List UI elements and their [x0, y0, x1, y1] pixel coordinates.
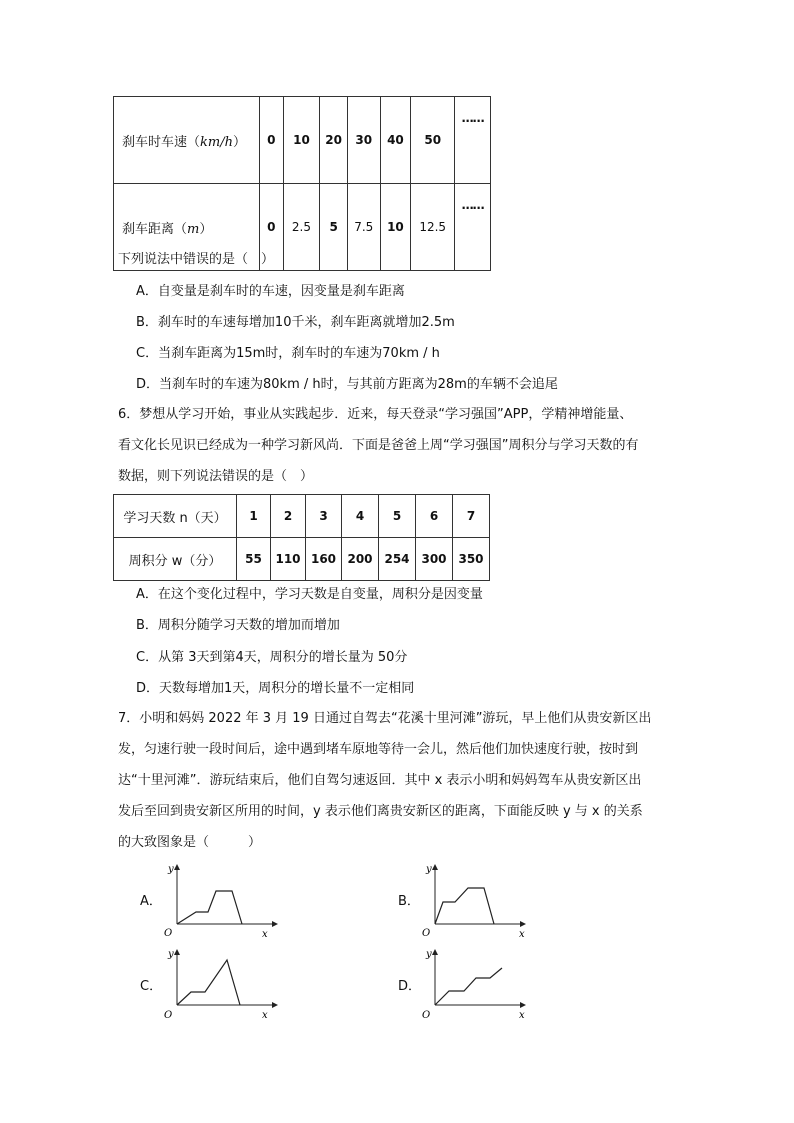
table-cell: 0	[260, 184, 283, 271]
x-label: x	[262, 929, 268, 940]
graph-c-label: C．	[140, 979, 163, 994]
braking-table	[113, 96, 491, 271]
table-cell: 30	[347, 97, 380, 184]
question-6-line: 数据，则下列说法错误的是（ ）	[118, 469, 314, 484]
table-cell: ……	[455, 184, 491, 271]
question-7-line: 的大致图象是（ ）	[118, 835, 262, 850]
graph-b	[418, 860, 538, 940]
table-cell: 12.5	[411, 184, 455, 271]
table-row	[114, 97, 491, 184]
y-axis-arrow-icon	[432, 949, 438, 955]
graph-line	[177, 960, 240, 1005]
question-5-prompt: 下列说法中错误的是（ ）	[118, 252, 275, 267]
graph-d	[418, 945, 538, 1025]
graph-b-label: B．	[398, 894, 420, 909]
table-cell: 254	[379, 538, 416, 581]
table-cell: 200	[342, 538, 379, 581]
question-7-line: 发，匀速行驶一段时间后，途中遇到堵车原地等待一会儿，然后他们加快速度行驶，按时到	[118, 742, 639, 757]
table-cell: 5	[320, 184, 348, 271]
graph-c	[160, 945, 280, 1025]
x-axis-arrow-icon	[520, 921, 526, 927]
option-d: D．当刹车时的车速为80km / h时，与其前方距离为28m的车辆不会追尾	[136, 377, 558, 392]
graph-line	[435, 968, 502, 1005]
table-cell: ……	[455, 97, 491, 184]
graph-d-label: D．	[398, 979, 422, 994]
option-a: A．自变量是刹车时的车速，因变量是刹车距离	[136, 284, 405, 299]
table-cell: 20	[320, 97, 348, 184]
table-cell: 55	[237, 538, 271, 581]
question-7-line: 发后至回到贵安新区所用的时间，y 表示他们离贵安新区的距离，下面能反映 y 与 x 的关系	[118, 804, 643, 819]
graph-a-label: A．	[140, 894, 162, 909]
row-header: 学习天数 n（天）	[114, 495, 237, 538]
question-7-line: 达“十里河滩”．游玩结束后，他们自驾匀速返回．其中 x 表示小明和妈妈驾车从贵安新区出	[118, 773, 642, 788]
option-c: C．当刹车距离为15m时，刹车时的车速为70km / h	[136, 346, 440, 361]
origin-label: O	[422, 928, 431, 939]
y-label: y	[426, 864, 432, 875]
graph-line	[435, 888, 494, 924]
study-points-table	[113, 494, 490, 581]
table-row	[114, 538, 490, 581]
table-cell: 5	[379, 495, 416, 538]
x-axis-arrow-icon	[272, 921, 278, 927]
table-cell: 4	[342, 495, 379, 538]
table-cell: 2.5	[283, 184, 320, 271]
option-c: C．从第 3天到第4天，周积分的增长量为 50分	[136, 650, 408, 665]
table-cell: 2	[271, 495, 306, 538]
graph-line	[177, 891, 242, 924]
table-cell: 3	[306, 495, 342, 538]
table-cell: 10	[283, 97, 320, 184]
row-header: 周积分 w（分）	[114, 538, 237, 581]
origin-label: O	[164, 928, 173, 939]
y-label: y	[168, 949, 174, 960]
question-7-line: 7．小明和妈妈 2022 年 3 月 19 日通过自驾去“花溪十里河滩”游玩，早上他们从贵安新区出	[118, 711, 652, 726]
option-b: B．周积分随学习天数的增加而增加	[136, 618, 340, 633]
row-header: 刹车时车速（km/h）	[114, 97, 260, 184]
option-a: A．在这个变化过程中，学习天数是自变量，周积分是因变量	[136, 587, 483, 602]
row-header: 刹车距离（m）	[114, 184, 260, 271]
y-axis-arrow-icon	[432, 864, 438, 870]
table-cell: 1	[237, 495, 271, 538]
y-label: y	[426, 949, 432, 960]
question-6-line: 看文化长见识已经成为一种学习新风尚．下面是爸爸上周“学习强国”周积分与学习天数的有	[118, 438, 639, 453]
x-label: x	[519, 929, 525, 940]
option-b: B．刹车时的车速每增加10千米，刹车距离就增加2.5m	[136, 315, 455, 330]
x-label: x	[262, 1010, 268, 1021]
y-axis-arrow-icon	[174, 949, 180, 955]
table-cell: 300	[416, 538, 453, 581]
table-cell: 10	[380, 184, 411, 271]
table-cell: 160	[306, 538, 342, 581]
x-axis-arrow-icon	[520, 1002, 526, 1008]
origin-label: O	[164, 1010, 173, 1021]
table-cell: 110	[271, 538, 306, 581]
y-axis-arrow-icon	[174, 864, 180, 870]
x-axis-arrow-icon	[272, 1002, 278, 1008]
x-label: x	[519, 1010, 525, 1021]
table-cell: 7	[453, 495, 490, 538]
graph-a	[160, 860, 280, 940]
option-d: D．天数每增加1天，周积分的增长量不一定相同	[136, 681, 415, 696]
y-label: y	[168, 864, 174, 875]
origin-label: O	[422, 1010, 431, 1021]
table-cell: 50	[411, 97, 455, 184]
table-cell: 0	[260, 97, 283, 184]
table-cell: 40	[380, 97, 411, 184]
question-6-line: 6．梦想从学习开始，事业从实践起步．近来，每天登录“学习强国”APP，学精神增能量、	[118, 407, 633, 422]
table-cell: 350	[453, 538, 490, 581]
table-cell: 6	[416, 495, 453, 538]
table-row	[114, 495, 490, 538]
table-cell: 7.5	[347, 184, 380, 271]
